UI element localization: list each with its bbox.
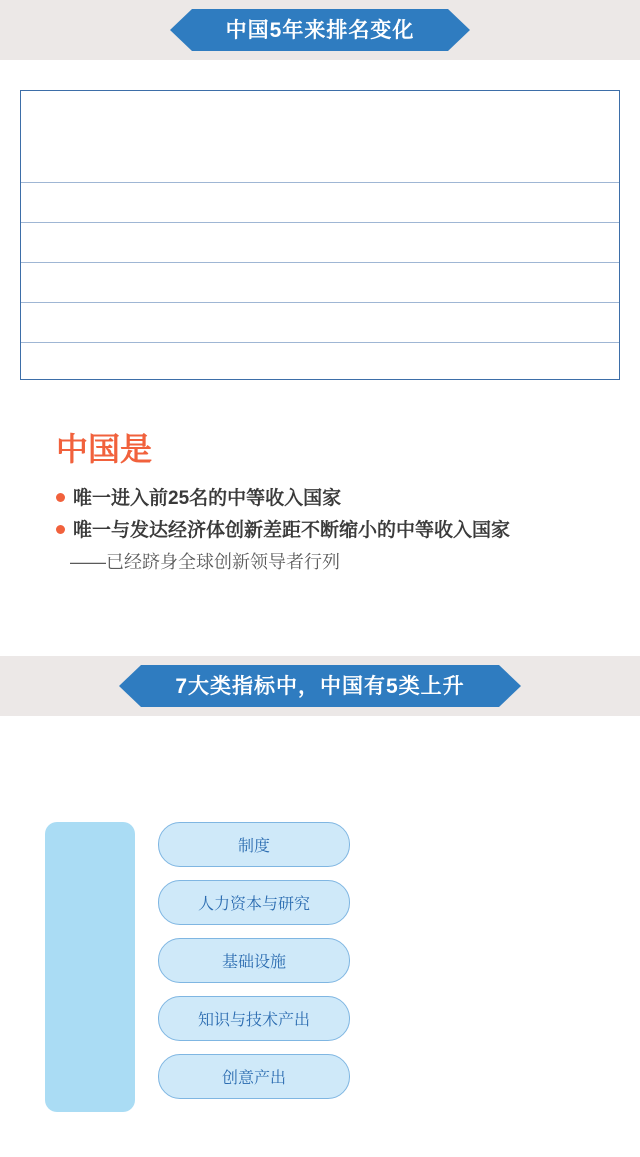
diagram-pill: 知识与技术产出: [158, 996, 350, 1041]
bullet-text: 唯一与发达经济体创新差距不断缩小的中等收入国家: [73, 520, 511, 542]
banner-strip-second: [0, 656, 640, 716]
banner-strip-top: [0, 0, 640, 60]
table-row: [21, 343, 619, 383]
diagram-pill-column: [158, 822, 350, 1112]
bullet-text: 唯一进入前25名的中等收入国家: [73, 488, 342, 510]
banner-title-1: 中国5年来排名变化: [225, 18, 415, 42]
china-note: ——已经跻身全球创新领导者行列: [70, 551, 340, 572]
table-row: [21, 223, 619, 263]
banner-ribbon-2: [141, 665, 498, 707]
table-header-row: [21, 91, 619, 183]
list-item: [56, 518, 626, 544]
table-row: [21, 183, 619, 223]
banner-title-2: 7大类指标中，中国有5类上升: [175, 674, 465, 698]
diagram-left-box: [45, 822, 135, 1112]
table-row: [21, 263, 619, 303]
bullet-dot-icon: [56, 493, 65, 502]
china-summary-block: [56, 430, 626, 575]
ranking-table: [20, 90, 620, 380]
banner-ribbon-1: [192, 9, 449, 51]
table-row: [21, 303, 619, 343]
list-item: [56, 486, 626, 512]
diagram-pill: 创意产出: [158, 1054, 350, 1099]
china-heading: 中国是: [56, 431, 153, 467]
bullet-dot-icon: [56, 525, 65, 534]
indicator-diagram: [0, 760, 640, 1157]
diagram-pill: 人力资本与研究: [158, 880, 350, 925]
diagram-pill: 基础设施: [158, 938, 350, 983]
diagram-pill: 制度: [158, 822, 350, 867]
